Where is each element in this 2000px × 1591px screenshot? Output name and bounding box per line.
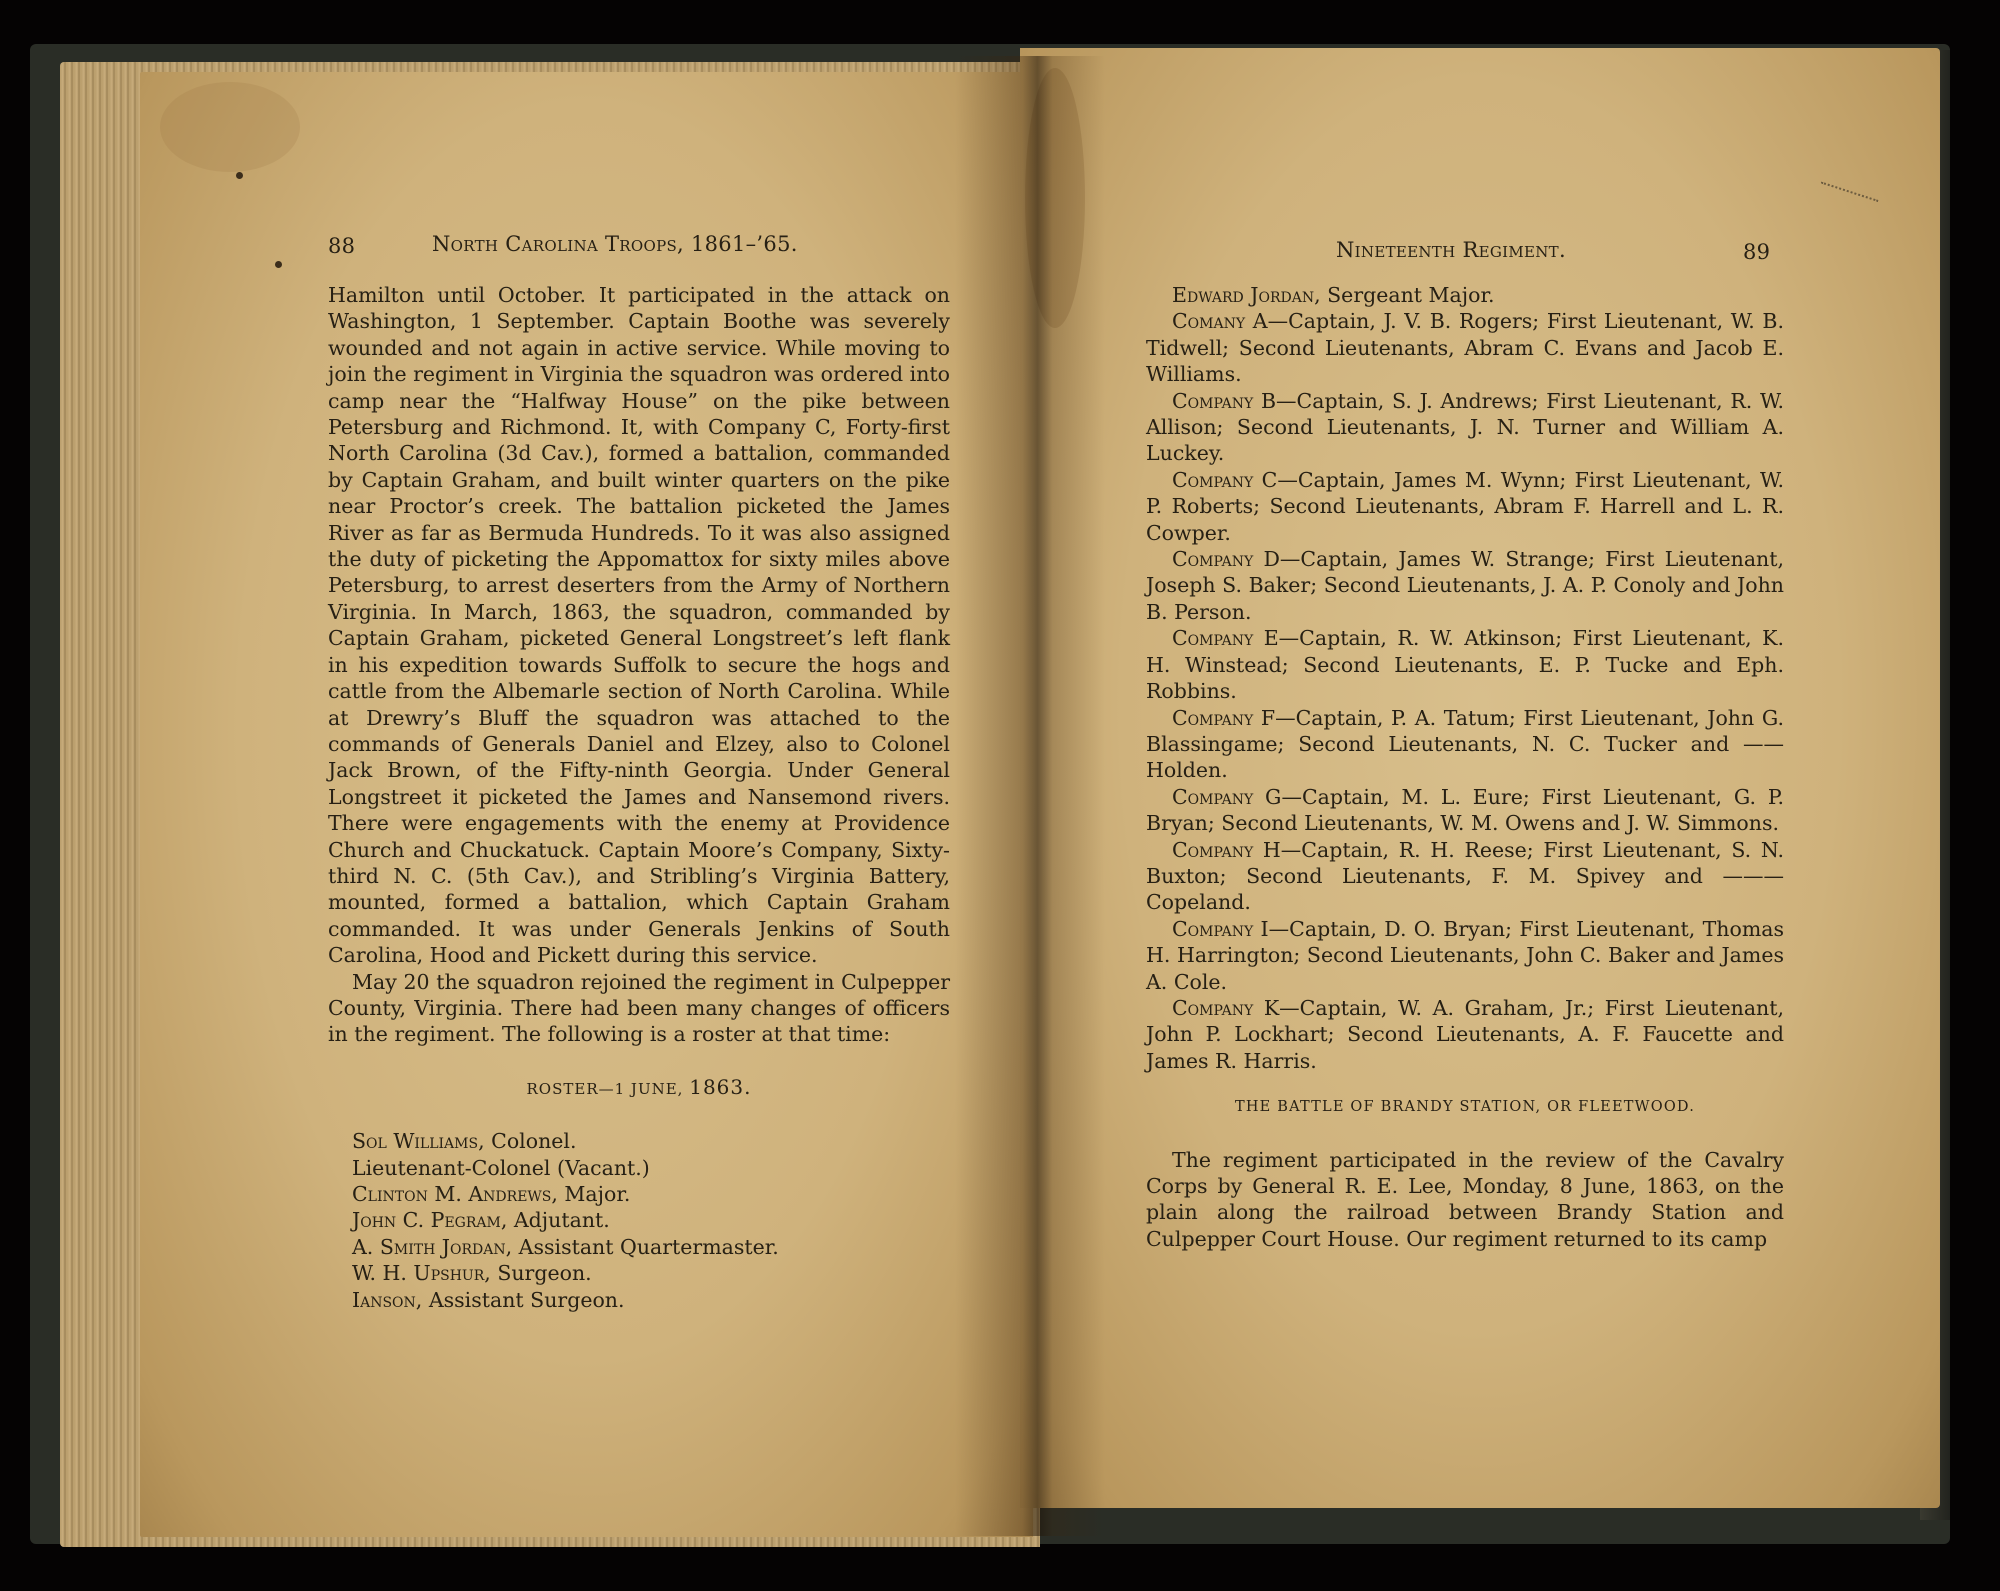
company-label: Company K: [1172, 995, 1280, 1020]
officer-role: Major.: [557, 1182, 631, 1206]
officer-name: Clinton M. Andrews,: [352, 1182, 558, 1206]
right-running-head: [1336, 238, 1566, 262]
company-label: Company H: [1172, 837, 1281, 862]
right-body: [1146, 282, 1784, 1252]
officer-name: W. H. Upshur,: [352, 1261, 491, 1286]
roster-title-text: ROSTER—1 JUNE,: [526, 1079, 684, 1098]
ink-spot: [275, 261, 282, 268]
roster-entry: [352, 1207, 950, 1233]
officer-name: Ianson,: [352, 1287, 423, 1312]
company-officers: —Captain, P. A. Tatum; First Lieutenant, John G. Blassingame; Second Lieutenants, N. C. Tucker and —— Holden.: [1146, 705, 1785, 783]
company-label: Comany A: [1172, 309, 1268, 334]
section-paragraph: The regiment participated in the review of the Cavalry Corps by General R. E. Lee, Monday, 8 June, 1863, on the plain along the railroad between Brandy Station and Culpepper Court House. Our regiment returned to its camp: [1146, 1147, 1784, 1251]
sergeant-major-name: Edward Jordan,: [1172, 283, 1321, 307]
company-label: Company G: [1172, 784, 1282, 809]
section-title: THE BATTLE OF BRANDY STATION, OR FLEETWOOD.: [1234, 1099, 1696, 1116]
company-label: Company I: [1172, 916, 1269, 941]
officer-role: Lieutenant-Colonel (Vacant.): [352, 1155, 650, 1180]
left-body: [328, 282, 950, 1313]
officer-name: A. Smith Jordan,: [352, 1234, 513, 1259]
company-label: Company D: [1172, 547, 1280, 572]
roster-title: [328, 1074, 950, 1102]
page-stain: [1025, 68, 1085, 328]
company-officers: —Captain, R. H. Reese; First Lieutenant, S. N. Buxton; Second Lieutenants, F. M. Spivey and ——— Copeland.: [1146, 837, 1784, 915]
officer-role: Surgeon.: [490, 1261, 592, 1286]
company-entry: [1146, 705, 1784, 784]
company-entry: [1146, 625, 1784, 704]
officer-name: Sol Williams,: [352, 1129, 485, 1154]
roster-title-year: 1863.: [689, 1074, 752, 1099]
company-entry: [1146, 546, 1784, 625]
company-entry: [1146, 308, 1784, 387]
company-label: Company C: [1172, 467, 1278, 492]
company-officers: —Captain, S. J. Andrews; First Lieutenant, R. W. Allison; Second Lieutenants, J. N. Turner and William A. Luckey.: [1146, 388, 1785, 466]
officer-role: Assistant Quartermaster.: [512, 1234, 779, 1259]
company-entry: [1146, 995, 1784, 1074]
company-label: Company E: [1172, 626, 1279, 651]
right-running-head-text: Nineteenth Regiment.: [1336, 238, 1566, 262]
sergeant-major-role: Sergeant Major.: [1320, 283, 1495, 307]
page-stain: [160, 82, 300, 172]
roster-entry: [352, 1128, 950, 1154]
company-entry: [1146, 784, 1784, 837]
roster-entry: [352, 1181, 950, 1207]
right-page-number: 89: [1743, 240, 1771, 264]
company-officers: —Captain, James W. Strange; First Lieutenant, Joseph S. Baker; Second Lieutenants, J. A. P. Conoly and John B. Person.: [1146, 547, 1784, 624]
paragraph: Hamilton until October. It participated in the attack on Washington, 1 September. Captain Boothe was severely wounded and not again in active service. While moving to join the regiment in Virginia the squadron was ordered into camp near the “Halfway House” on the pike between Petersburg and Richmond. It, with Company C, Forty-first North Carolina (3d Cav.), formed a battalion, commanded by Captain Graham, and built winter quarters on the pike near Proctor’s creek. The battalion picketed the James River as far as Bermuda Hundreds. To it was also assigned the duty of picketing the Appomattox for sixty miles above Petersburg, to arrest deserters from the Army of Northern Virginia. In March, 1863, the squadron, commanded by Captain Graham, picketed General Longstreet’s left flank in his expedition towards Suffolk to secure the hogs and cattle from the Albemarle section of North Carolina. While at Drewry’s Bluff the squadron was attached to the commands of Generals Daniel and Elzey, also to Colonel Jack Brown, of the Fifty-ninth Georgia. Under General Longstreet it picketed the James and Nansemond rivers. There were engagements with the enemy at Providence Church and Chuckatuck. Captain Moore’s Company, Sixty-third N. C. (5th Cav.), and Stribling’s Virginia Battery, mounted, formed a battalion, which Captain Graham commanded. It was under Generals Jenkins of South Carolina, Hood and Pickett during this service.: [328, 283, 950, 968]
paragraph: May 20 the squadron rejoined the regiment in Culpepper County, Virginia. There had been many changes of officers in the regiment. The following is a roster at that time:: [328, 969, 950, 1047]
right-page: [1020, 48, 1940, 1508]
company-entry: [1146, 388, 1784, 467]
roster-entry: [352, 1287, 950, 1313]
officer-role: Assistant Surgeon.: [422, 1287, 625, 1312]
officer-role: Colonel.: [484, 1129, 577, 1154]
left-running-head: [432, 232, 798, 256]
company-officers: —Captain, J. V. B. Rogers; First Lieutenant, W. B. Tidwell; Second Lieutenants, Abram C. Evans and Jacob E. Williams.: [1146, 309, 1785, 387]
company-officers: —Captain, W. A. Graham, Jr.; First Lieutenant, John P. Lockhart; Second Lieutenants, A. F. Faucette and James R. Harris.: [1146, 995, 1784, 1073]
left-page: [140, 72, 1033, 1537]
sergeant-major-line: [1146, 282, 1784, 308]
left-page-number: 88: [328, 234, 356, 258]
company-officers: —Captain, R. W. Atkinson; First Lieutenant, K. H. Winstead; Second Lieutenants, E. P. Tucke and Eph. Robbins.: [1146, 626, 1784, 704]
company-entry: [1146, 467, 1784, 546]
company-entry: [1146, 837, 1784, 916]
company-label: Company F: [1172, 705, 1276, 730]
left-running-head-text: North Carolina Troops, 1861–’65.: [432, 232, 798, 256]
roster-entry: [352, 1260, 950, 1286]
officer-name: John C. Pegram,: [352, 1208, 508, 1233]
officer-role: Adjutant.: [507, 1208, 610, 1233]
company-officers: —Captain, James M. Wynn; First Lieutenant, W. P. Roberts; Second Lieutenants, Abram F. Harrell and L. R. Cowper.: [1146, 467, 1785, 545]
company-entry: [1146, 916, 1784, 995]
company-officers: —Captain, D. O. Bryan; First Lieutenant, Thomas H. Harrington; Second Lieutenants, John C. Baker and James A. Cole.: [1146, 916, 1784, 994]
company-label: Company B: [1172, 388, 1277, 413]
ink-spot: [236, 172, 243, 179]
roster-list: [352, 1128, 950, 1313]
roster-entry: [352, 1234, 950, 1260]
roster-entry: [352, 1155, 950, 1181]
company-officers: —Captain, M. L. Eure; First Lieutenant, G. P. Bryan; Second Lieutenants, W. M. Owens and J. W. Simmons.: [1146, 784, 1784, 836]
